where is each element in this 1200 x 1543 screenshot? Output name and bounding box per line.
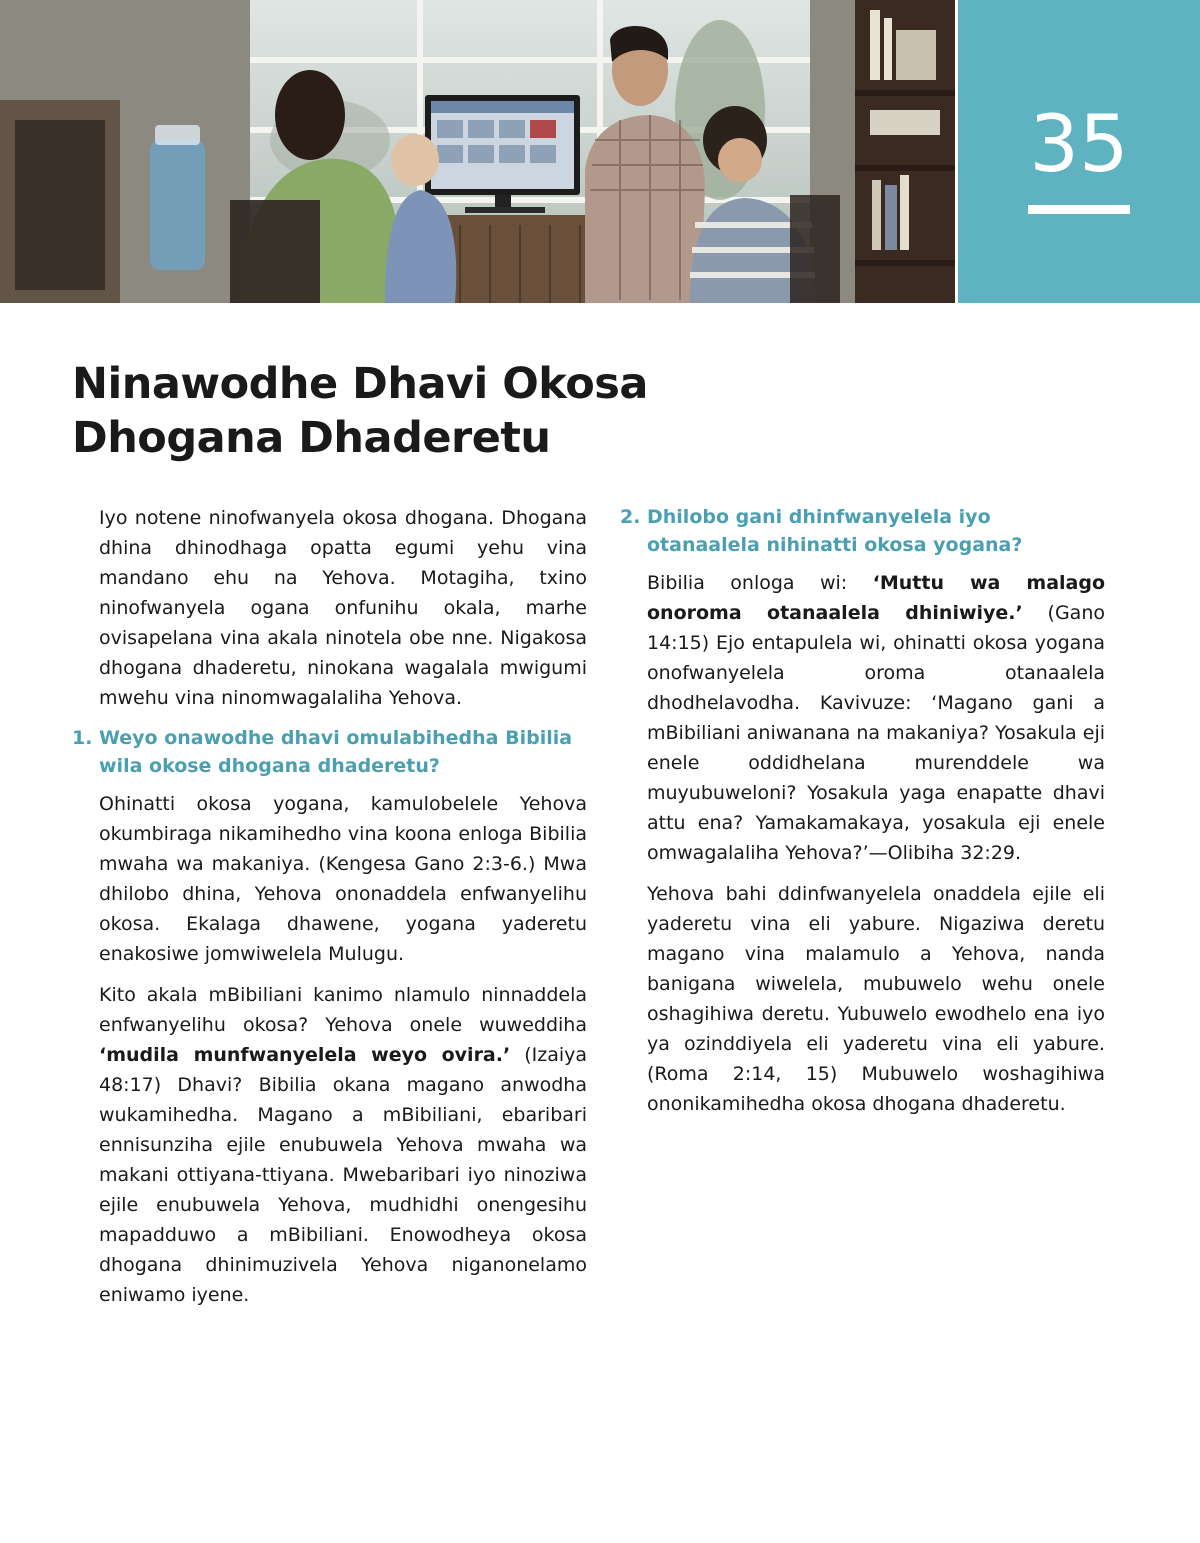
section-2-paragraph-1-bold: ‘Muttu wa malago onoroma otanaalela dhiniwiye.’	[647, 572, 1105, 624]
chapter-box	[958, 0, 1200, 303]
section-2-paragraph-1-before: Bibilia onloga wi:	[647, 572, 873, 594]
page-title-line-2: Dhogana Dhaderetu	[72, 413, 551, 463]
right-column	[620, 503, 1105, 1130]
question-1	[72, 724, 587, 780]
section-1-paragraph-2-after: (Izaiya 48:17) Dhavi? Bibilia okana magano anwodha wukamihedha. Magano a mBibiliani, ebaribari ennisunziha ejile enubuwela Yehova mwaha wa makani ottiyana-ttiyana. Mwebaribari iyo ninoziwa ejile enubuwela Yehova, mudhidhi onengesihu mapadduwo a mBibiliani. Enowodheya okosa dhogana dhinimuzivela Yehova niganonelamo eniwamo iyene.	[99, 1044, 588, 1306]
chapter-number: 35	[1029, 100, 1129, 190]
left-column	[72, 503, 587, 1321]
question-1-number: 1.	[72, 727, 93, 749]
section-2-paragraph-2: Yehova bahi ddinfwanyelela onaddela ejile eli yaderetu vina eli yabure. Nigaziwa deretu magano vina malamulo a Yehova, nanda banigana wiwelela, mubuwelo wehu onele oshagihiwa deretu. Yubuwelo ewodhelo ena iyo ya ozinddiyela eli yaderetu vina eli yabure. (Roma 2:14, 15) Mubuwelo woshagihiwa ononikamihedha okosa dhogana dhaderetu.	[647, 883, 1105, 1115]
question-2-number: 2.	[620, 506, 641, 528]
section-1-paragraph-1: Ohinatti okosa yogana, kamulobelele Yehova okumbiraga nikamihedho vina koona enloga Bibilia mwaha wa makaniya. (Kengesa Gano 2:3-6.) Mwa dhilobo dhina, Yehova ononaddela enfwanyelihu okosa. Ekalaga dhawene, yogana yaderetu enakosiwe jomwiwelela Mulugu.	[99, 793, 587, 965]
page-title-line-1: Ninawodhe Dhavi Okosa	[72, 359, 648, 409]
question-2	[620, 503, 1105, 559]
section-2-paragraph-1-after: (Gano 14:15) Ejo entapulela wi, ohinatti okosa yogana onofwanyelela oroma otanaalela dhodhelavodha. Kavivuze: ‘Magano gani a mBibiliani aniwanana na makaniya? Yosakula eji enele oddidhelana murenddele wa muyubuweloni? Yosakula yaga enapatte dhavi attu ena? Yamakamakaya, yosakula eji enele omwagalaliha Yehova?’—Olibiha 32:29.	[647, 602, 1105, 864]
page-title	[72, 357, 772, 465]
chapter-rule	[1028, 205, 1130, 214]
intro-paragraph: Iyo notene ninofwanyela okosa dhogana. Dhogana dhina dhinodhaga opatta egumi yehu vina mandano ehu na Yehova. Motagiha, txino ninofwanyela ogana onfunihu okala, marhe ovisapelana vina akala ninotela obe nne. Nigakosa dhogana dhaderetu, ninokana wagalala mwigumi mwehu vina ninomwagalaliha Yehova.	[99, 507, 587, 709]
question-2-text: Dhilobo gani dhinfwanyelela iyo otanaalela nihinatti okosa yogana?	[647, 506, 1023, 556]
header-photo	[0, 0, 955, 303]
section-2-paragraph-1	[620, 568, 1105, 868]
question-1-text: Weyo onawodhe dhavi omulabihedha Bibilia wila okose dhogana dhaderetu?	[99, 727, 573, 777]
section-1-paragraph-2-bold: ‘mudila munfwanyelela weyo ovira.’	[99, 1044, 511, 1066]
section-1-paragraph-2-before: Kito akala mBibiliani kanimo nlamulo ninnaddela enfwanyelihu okosa? Yehova onele wuweddiha	[99, 984, 587, 1036]
section-1-paragraph-2	[72, 980, 587, 1310]
